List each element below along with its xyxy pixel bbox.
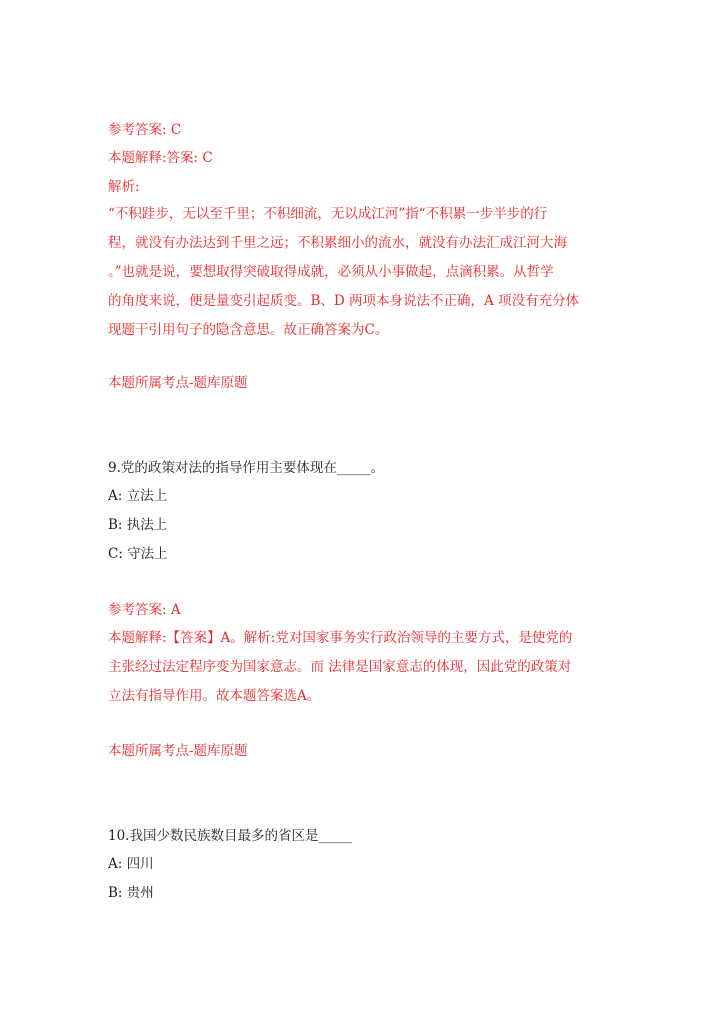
q10-option-b: B: 贵州 — [108, 885, 154, 901]
q8-explanation-label: 本题解释:答案: C — [108, 150, 213, 166]
q9-category: 本题所属考点-题库原题 — [108, 743, 248, 759]
q9-option-b: B: 执法上 — [108, 517, 168, 533]
q10-option-a: A: 四川 — [108, 856, 154, 872]
q8-analysis-line: “不积跬步，无以至千里；不积细流，无以成江河”指“不积累一步半步的行 — [108, 206, 548, 222]
q8-analysis-line: 现题干引用句子的隐含意思。故正确答案为C。 — [108, 322, 389, 338]
q8-analysis-text — [108, 200, 613, 345]
q8-analysis-line: 程，就没有办法达到千里之远；不积累细小的流水，就没有办法汇成江河大海 — [108, 235, 567, 251]
q9-explanation-line: 主张经过法定程序变为国家意志。而 法律是国家意志的体现，因此党的政策对 — [108, 659, 572, 675]
q10-question: 10.我国少数民族数目最多的省区是_____ — [108, 828, 353, 844]
q9-explanation-line: 立法有指导作用。故本题答案选A。 — [108, 688, 321, 704]
q8-analysis-line: 的角度来说，便是量变引起质变。B、D 两项本身说法不正确，A 项没有充分体 — [108, 293, 580, 309]
q8-category: 本题所属考点-题库原题 — [108, 375, 248, 391]
q8-analysis-line: 。”也就是说，要想取得突破取得成就，必须从小事做起，点滴积累。从哲学 — [108, 264, 554, 280]
q9-explanation-line: 本题解释:【答案】A。解析:党对国家事务实行政治领导的主要方式，是使党的 — [108, 630, 573, 646]
q9-option-c: C: 守法上 — [108, 546, 168, 562]
q9-explanation-text — [108, 624, 613, 711]
q9-option-a: A: 立法上 — [108, 488, 168, 504]
q9-question: 9.党的政策对法的指导作用主要体现在_____。 — [108, 460, 385, 476]
q8-analysis-label: 解析: — [108, 179, 140, 195]
q8-reference-answer: 参考答案: C — [108, 122, 182, 138]
q9-reference-answer: 参考答案: A — [108, 602, 181, 618]
